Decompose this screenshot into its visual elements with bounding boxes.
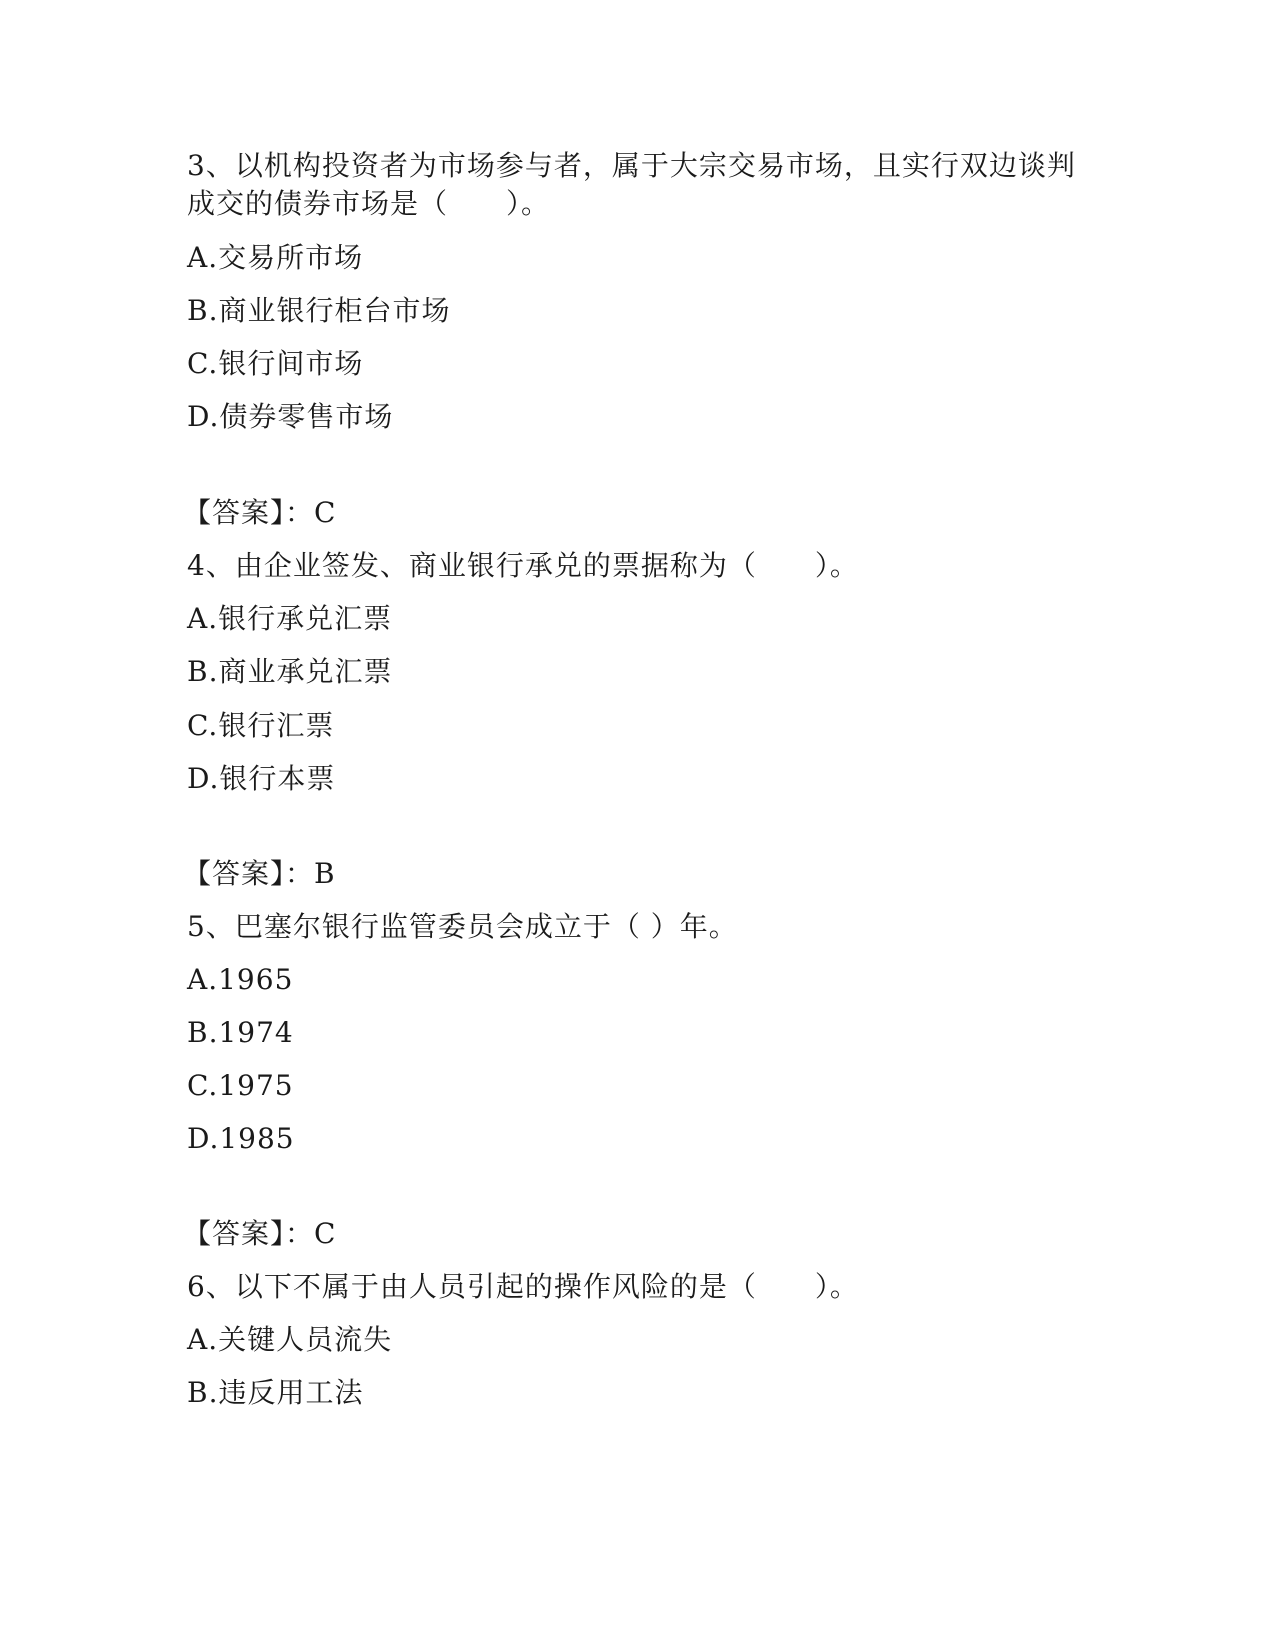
question-5-option-b: B.1974 [187,1016,294,1049]
question-3-answer: 【答案】：C [183,496,337,529]
question-4-option-d: D.银行本票 [187,762,336,795]
question-4-stem: 4、由企业签发、商业银行承兑的票据称为（ ）。 [187,549,859,582]
question-4-option-b: B.商业承兑汇票 [187,655,393,688]
question-5-option-a: A.1965 [187,963,294,996]
question-3-stem-line-1: 3、以机构投资者为市场参与者，属于大宗交易市场，且实行双边谈判 [187,149,1076,182]
question-5-answer: 【答案】：C [183,1217,337,1250]
question-6-stem: 6、以下不属于由人员引起的操作风险的是（ ）。 [187,1270,859,1303]
question-5-stem: 5、巴塞尔银行监管委员会成立于（ ）年。 [187,910,738,943]
question-6-option-b: B.违反用工法 [187,1376,364,1409]
question-5-option-c: C.1975 [187,1069,294,1102]
question-4-answer: 【答案】：B [183,857,336,890]
question-5-option-d: D.1985 [187,1122,295,1155]
question-3-option-b: B.商业银行柜台市场 [187,294,451,327]
question-3-option-d: D.债券零售市场 [187,400,394,433]
question-3-stem-line-2: 成交的债券市场是（ ）。 [187,187,551,220]
question-4-option-c: C.银行汇票 [187,709,335,742]
question-3-option-c: C.银行间市场 [187,347,364,380]
question-3-option-a: A.交易所市场 [187,241,364,274]
question-6-option-a: A.关键人员流失 [187,1323,393,1356]
question-4-option-a: A.银行承兑汇票 [187,602,393,635]
